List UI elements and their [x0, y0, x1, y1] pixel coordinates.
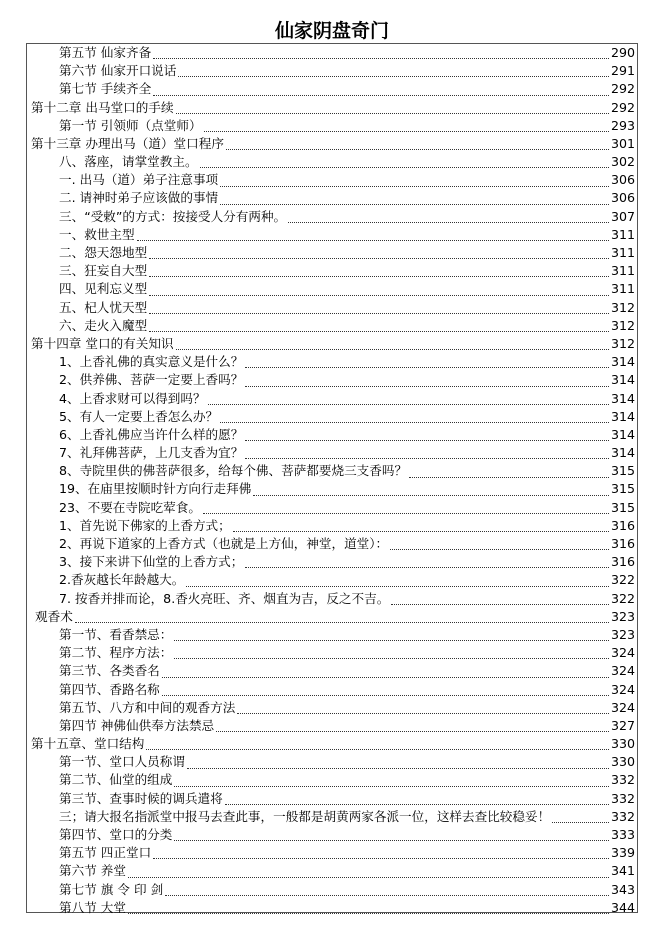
dot-leader	[245, 440, 609, 441]
toc-entry-page-number: 311	[610, 263, 635, 279]
toc-entry-page-number: 316	[610, 536, 635, 552]
dot-leader	[128, 877, 609, 878]
table-of-contents	[27, 45, 636, 918]
toc-entry[interactable]	[27, 209, 636, 227]
dot-leader	[245, 367, 609, 368]
toc-entry-page-number: 324	[610, 699, 635, 715]
toc-entry-page-number: 330	[610, 736, 635, 752]
dot-leader	[186, 586, 609, 587]
toc-entry-page-number: 301	[610, 135, 635, 151]
toc-entry[interactable]	[27, 354, 636, 372]
toc-entry-label: 第五节 仙家齐备	[59, 44, 152, 60]
toc-entry-label: 4、上香求财可以得到吗？	[59, 390, 206, 406]
toc-entry-page-number: 333	[610, 827, 635, 843]
toc-entry-page-number: 312	[610, 317, 635, 333]
toc-entry[interactable]	[27, 700, 636, 718]
toc-entry[interactable]	[27, 518, 636, 536]
toc-entry-page-number: 341	[610, 863, 635, 879]
dot-leader	[245, 567, 609, 568]
toc-entry-page-number: 311	[610, 226, 635, 242]
toc-entry[interactable]	[27, 591, 636, 609]
dot-leader	[409, 477, 609, 478]
toc-entry[interactable]	[27, 554, 636, 572]
toc-entry-label: 五、杞人忧天型	[59, 299, 148, 315]
dot-leader	[187, 768, 609, 769]
toc-entry-label: 8、寺院里供的佛菩萨很多，给每个佛、菩萨都要烧三支香吗？	[59, 463, 408, 479]
toc-entry-page-number: 307	[610, 208, 635, 224]
toc-entry[interactable]	[27, 863, 636, 881]
dot-leader	[153, 58, 609, 59]
toc-entry-label: 6、上香礼佛应当许什么样的愿？	[59, 426, 244, 442]
toc-entry-label: 第五节 四正堂口	[59, 845, 152, 861]
toc-entry-page-number: 312	[610, 335, 635, 351]
toc-entry[interactable]	[27, 172, 636, 190]
toc-entry-page-number: 315	[610, 481, 635, 497]
dot-leader	[178, 76, 609, 77]
toc-entry-label: 2、供养佛、菩萨一定要上香吗？	[59, 372, 244, 388]
toc-entry-label: 第三节、查事时候的调兵遣将	[59, 790, 223, 806]
dot-leader	[128, 913, 609, 914]
toc-entry-page-number: 315	[610, 499, 635, 515]
dot-leader	[165, 895, 609, 896]
toc-entry-label: 第二节、程序方法：	[59, 645, 173, 661]
toc-entry[interactable]	[27, 154, 636, 172]
dot-leader	[176, 113, 609, 114]
dot-leader	[245, 458, 609, 459]
toc-entry-label: 2.香灰越长年龄越大。	[59, 572, 185, 588]
toc-entry-label: 第四节、香路名称	[59, 681, 160, 697]
toc-entry-label: 四、见利忘义型	[59, 281, 148, 297]
toc-entry-label: 19、在庙里按顺时针方向行走拜佛	[59, 481, 252, 497]
toc-entry-page-number: 314	[610, 372, 635, 388]
toc-entry-page-number: 323	[610, 626, 635, 642]
dot-leader	[203, 513, 609, 514]
toc-entry-page-number: 324	[610, 645, 635, 661]
dot-leader	[162, 677, 609, 678]
toc-entry-page-number: 306	[610, 190, 635, 206]
dot-leader	[149, 295, 609, 296]
dot-leader	[149, 258, 609, 259]
toc-entry-page-number: 324	[610, 681, 635, 697]
toc-entry-page-number: 315	[610, 463, 635, 479]
dot-leader	[233, 531, 609, 532]
dot-leader	[146, 749, 609, 750]
toc-entry[interactable]	[27, 718, 636, 736]
dot-leader	[137, 240, 609, 241]
toc-entry-label: 第二节、仙堂的组成	[59, 772, 173, 788]
toc-entry[interactable]	[27, 663, 636, 681]
dot-leader	[216, 731, 609, 732]
toc-entry[interactable]	[27, 609, 636, 627]
toc-entry-label: 第七节 手续齐全	[59, 81, 152, 97]
toc-entry-label: 第四节、堂口的分类	[59, 827, 173, 843]
dot-leader	[391, 604, 609, 605]
toc-entry[interactable]	[27, 482, 636, 500]
toc-entry-page-number: 293	[610, 117, 635, 133]
dot-leader	[200, 167, 609, 168]
toc-entry-page-number: 302	[610, 154, 635, 170]
toc-entry[interactable]	[27, 63, 636, 81]
toc-entry[interactable]	[27, 900, 636, 918]
toc-entry[interactable]	[27, 773, 636, 791]
toc-entry-label: 1、首先说下佛家的上香方式；	[59, 517, 231, 533]
toc-entry[interactable]	[27, 627, 636, 645]
toc-entry-label: 第五节、八方和中间的观香方法	[59, 699, 236, 715]
toc-entry[interactable]	[27, 754, 636, 772]
toc-entry[interactable]	[27, 845, 636, 863]
dot-leader	[174, 640, 609, 641]
toc-entry-page-number: 327	[610, 717, 635, 733]
dot-leader	[552, 822, 609, 823]
dot-leader	[220, 422, 609, 423]
dot-leader	[176, 349, 609, 350]
toc-entry[interactable]	[27, 882, 636, 900]
dot-leader	[149, 313, 609, 314]
toc-entry-label: 二、怨天怨地型	[59, 245, 148, 261]
toc-entry-label: 第一节 引领师（点堂师）	[59, 117, 202, 133]
dot-leader	[237, 713, 609, 714]
dot-leader	[149, 331, 609, 332]
toc-entry-page-number: 312	[610, 299, 635, 315]
dot-leader	[174, 786, 609, 787]
toc-entry[interactable]	[27, 100, 636, 118]
toc-entry[interactable]	[27, 300, 636, 318]
toc-entry-page-number: 314	[610, 408, 635, 424]
toc-entry-page-number: 323	[610, 608, 635, 624]
toc-entry-label: 3、接下来讲下仙堂的上香方式；	[59, 554, 244, 570]
toc-entry-label: 第一节、看香禁忌：	[59, 626, 173, 642]
toc-entry[interactable]	[27, 645, 636, 663]
toc-entry[interactable]	[27, 736, 636, 754]
toc-entry-label: 第三节、各类香名	[59, 663, 160, 679]
dot-leader	[208, 404, 609, 405]
toc-entry-page-number: 324	[610, 663, 635, 679]
dot-leader	[153, 858, 609, 859]
toc-entry-label: 三、“受敕”的方式：按接受人分有两种。	[59, 208, 287, 224]
toc-entry-page-number: 311	[610, 281, 635, 297]
toc-entry-label: 1、上香礼佛的真实意义是什么？	[59, 354, 244, 370]
toc-entry[interactable]	[27, 409, 636, 427]
dot-leader	[162, 695, 609, 696]
toc-entry-page-number: 332	[610, 772, 635, 788]
toc-entry-label: 第四节 神佛仙供奉方法禁忌	[59, 717, 215, 733]
toc-entry-label: 观香术	[35, 608, 73, 624]
toc-entry-page-number: 332	[610, 790, 635, 806]
toc-entry-page-number: 314	[610, 390, 635, 406]
toc-entry[interactable]	[27, 118, 636, 136]
toc-entry[interactable]	[27, 391, 636, 409]
toc-entry-label: 7. 按香并排而论，8.香火亮旺、齐、烟直为吉，反之不吉。	[59, 590, 390, 606]
toc-entry-page-number: 322	[610, 572, 635, 588]
toc-entry[interactable]	[27, 809, 636, 827]
toc-entry[interactable]	[27, 445, 636, 463]
toc-entry[interactable]	[27, 45, 636, 63]
toc-entry[interactable]	[27, 263, 636, 281]
dot-leader	[174, 840, 609, 841]
toc-entry-page-number: 330	[610, 754, 635, 770]
toc-entry-label: 第六节 养堂	[59, 863, 126, 879]
toc-entry-page-number: 343	[610, 881, 635, 897]
toc-entry-label: 第一节、堂口人员称谓	[59, 754, 185, 770]
toc-entry-label: 二. 请神时弟子应该做的事情	[59, 190, 219, 206]
toc-entry-label: 一. 出马（道）弟子注意事项	[59, 172, 219, 188]
dot-leader	[253, 495, 609, 496]
toc-entry-page-number: 314	[610, 354, 635, 370]
toc-entry-label: 三；请大报名指派堂中报马去查此事，一般都是胡黄两家各派一位，这样去查比较稳妥！	[59, 808, 551, 824]
toc-entry[interactable]	[27, 463, 636, 481]
toc-entry-page-number: 316	[610, 554, 635, 570]
toc-entry-page-number: 291	[610, 63, 635, 79]
toc-entry-label: 一、救世主型	[59, 226, 135, 242]
toc-entry-label: 三、狂妄自大型	[59, 263, 148, 279]
toc-entry-label: 第十三章 办理出马（道）堂口程序	[31, 135, 224, 151]
dot-leader	[226, 149, 609, 150]
toc-entry-page-number: 344	[610, 899, 635, 915]
toc-entry[interactable]	[27, 227, 636, 245]
toc-entry-label: 八、落座，请掌堂教主。	[59, 154, 198, 170]
dot-leader	[220, 186, 609, 187]
toc-entry[interactable]	[27, 572, 636, 590]
toc-entry-label: 7、礼拜佛菩萨，上几支香为宜？	[59, 445, 244, 461]
toc-entry[interactable]	[27, 281, 636, 299]
dot-leader	[288, 222, 609, 223]
toc-entry-page-number: 290	[610, 44, 635, 60]
toc-entry-label: 六、走火入魔型	[59, 317, 148, 333]
page-title: 仙家阴盘奇门	[274, 20, 389, 42]
toc-entry-page-number: 311	[610, 245, 635, 261]
toc-entry[interactable]	[27, 81, 636, 99]
toc-entry[interactable]	[27, 827, 636, 845]
toc-entry[interactable]	[27, 536, 636, 554]
toc-entry-page-number: 316	[610, 517, 635, 533]
toc-entry-label: 5、有人一定要上香怎么办？	[59, 408, 219, 424]
dot-leader	[220, 204, 609, 205]
toc-entry-label: 第八节 大堂	[59, 899, 126, 915]
toc-entry[interactable]	[27, 372, 636, 390]
toc-entry[interactable]	[27, 336, 636, 354]
toc-entry[interactable]	[27, 318, 636, 336]
toc-entry-page-number: 322	[610, 590, 635, 606]
toc-entry-label: 第十二章 出马堂口的手续	[31, 99, 174, 115]
toc-entry-page-number: 339	[610, 845, 635, 861]
dot-leader	[245, 386, 609, 387]
dot-leader	[390, 549, 609, 550]
toc-entry-label: 2、再说下道家的上香方式（也就是上方仙，神堂，道堂）：	[59, 536, 389, 552]
toc-entry-label: 第十四章 堂口的有关知识	[31, 335, 174, 351]
dot-leader	[174, 658, 609, 659]
toc-entry-page-number: 292	[610, 99, 635, 115]
dot-leader	[225, 804, 609, 805]
toc-entry[interactable]	[27, 427, 636, 445]
toc-entry-page-number: 314	[610, 426, 635, 442]
toc-entry[interactable]	[27, 136, 636, 154]
toc-entry[interactable]	[27, 791, 636, 809]
toc-entry-label: 第十五章、堂口结构	[31, 736, 145, 752]
toc-entry[interactable]	[27, 245, 636, 263]
toc-entry-page-number: 306	[610, 172, 635, 188]
toc-entry[interactable]	[27, 191, 636, 209]
toc-entry-label: 第六节 仙家开口说话	[59, 63, 177, 79]
dot-leader	[149, 276, 609, 277]
toc-entry[interactable]	[27, 500, 636, 518]
toc-entry-page-number: 332	[610, 808, 635, 824]
toc-entry-page-number: 314	[610, 445, 635, 461]
dot-leader	[75, 622, 609, 623]
dot-leader	[153, 95, 609, 96]
toc-entry-page-number: 292	[610, 81, 635, 97]
toc-entry-label: 第七节 旗 令 印 剑	[59, 881, 164, 897]
toc-entry[interactable]	[27, 682, 636, 700]
dot-leader	[204, 131, 609, 132]
toc-entry-label: 23、不要在寺院吃荤食。	[59, 499, 201, 515]
